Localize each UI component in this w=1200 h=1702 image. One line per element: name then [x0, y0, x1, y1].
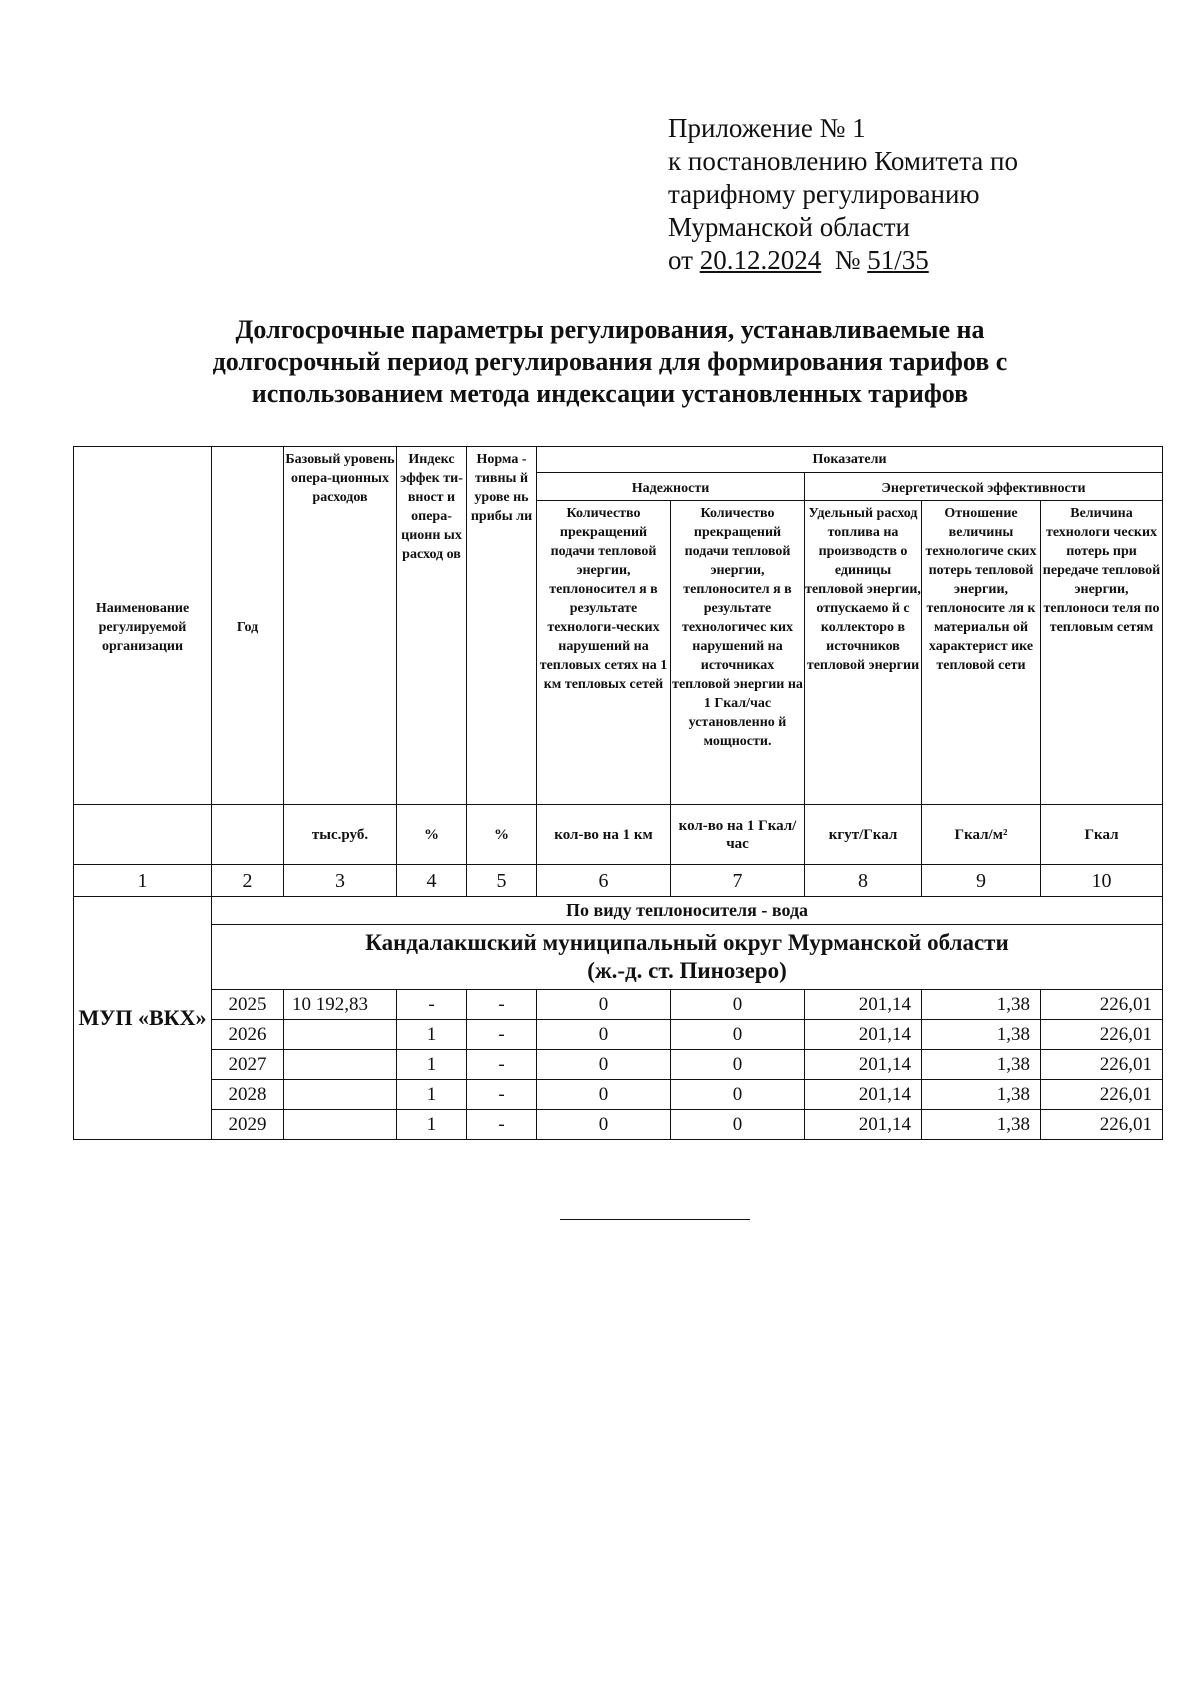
row-col-10: 226,01	[1041, 990, 1163, 1020]
row-norm: -	[467, 1050, 537, 1080]
column-numbers-row	[74, 865, 1163, 897]
column-number: 1	[74, 865, 212, 897]
district-line-2: (ж.-д. ст. Пинозеро)	[587, 958, 787, 983]
row-col-8: 201,14	[805, 1050, 922, 1080]
row-col-9: 1,38	[922, 1020, 1041, 1050]
header-org: Наименование регулируемой организации	[74, 447, 212, 805]
row-year: 2025	[212, 990, 284, 1020]
row-col-8: 201,14	[805, 1080, 922, 1110]
column-number: 6	[537, 865, 671, 897]
column-number: 10	[1041, 865, 1163, 897]
row-col-6: 0	[537, 1110, 671, 1140]
row-year: 2029	[212, 1110, 284, 1140]
header-year: Год	[212, 447, 284, 805]
table-row	[74, 1080, 1163, 1110]
row-col-7: 0	[671, 1050, 805, 1080]
row-col-9: 1,38	[922, 1110, 1041, 1140]
row-index: 1	[397, 1020, 467, 1050]
row-col-9: 1,38	[922, 1080, 1041, 1110]
unit-base: тыс.руб.	[284, 805, 397, 865]
unit-col-6: кол-во на 1 км	[537, 805, 671, 865]
column-number: 9	[922, 865, 1041, 897]
row-col-9: 1,38	[922, 990, 1041, 1020]
row-index: 1	[397, 1050, 467, 1080]
annex-date: 20.12.2024	[699, 245, 822, 275]
row-base-costs	[284, 1020, 397, 1050]
row-index: -	[397, 990, 467, 1020]
row-year: 2026	[212, 1020, 284, 1050]
column-number: 2	[212, 865, 284, 897]
row-col-10: 226,01	[1041, 1020, 1163, 1050]
coolant-section: По виду теплоносителя - вода	[212, 897, 1163, 925]
header-indicators: Показатели	[537, 447, 1163, 473]
row-col-8: 201,14	[805, 1020, 922, 1050]
row-col-10: 226,01	[1041, 1050, 1163, 1080]
row-base-costs	[284, 1080, 397, 1110]
unit-col-9: Гкал/м²	[922, 805, 1041, 865]
row-col-7: 0	[671, 1110, 805, 1140]
annex-from-label: от	[668, 245, 693, 275]
row-col-7: 0	[671, 990, 805, 1020]
row-col-6: 0	[537, 1080, 671, 1110]
unit-org-empty	[74, 805, 212, 865]
row-col-10: 226,01	[1041, 1110, 1163, 1140]
table-row	[74, 990, 1163, 1020]
header-energy-efficiency: Энергетической эффективности	[805, 473, 1163, 501]
row-base-costs: 10 192,83	[284, 990, 397, 1020]
header-col-6: Количество прекращений подачи тепловой энергии, теплоносител я в результате технологи-ческих нарушений на тепловых сетях на 1 км тепловых сетей	[537, 501, 671, 805]
unit-year-empty	[212, 805, 284, 865]
district-line-1: Кандалакшский муниципальный округ Мурманской области	[365, 930, 1009, 955]
annex-date-line	[668, 244, 1138, 277]
unit-col-10: Гкал	[1041, 805, 1163, 865]
row-col-6: 0	[537, 1020, 671, 1050]
row-base-costs	[284, 1050, 397, 1080]
header-col-8: Удельный расход топлива на производств о единицы тепловой энергии, отпускаемо й с коллекторо в источников тепловой энергии	[805, 501, 922, 805]
district-name	[212, 925, 1163, 990]
row-year: 2028	[212, 1080, 284, 1110]
unit-index: %	[397, 805, 467, 865]
annex-number: 51/35	[867, 245, 929, 275]
header-reliability: Надежности	[537, 473, 805, 501]
unit-col-8: кгут/Гкал	[805, 805, 922, 865]
header-profit-norm: Норма - тивны й урове нь прибы ли	[467, 447, 537, 805]
header-col-7: Количество прекращений подачи тепловой энергии, теплоносител я в результате технологичес ких нарушений на источниках тепловой энергии на 1 Гкал/час установленно й мощности.	[671, 501, 805, 805]
row-norm: -	[467, 1020, 537, 1050]
row-index: 1	[397, 1080, 467, 1110]
row-year: 2027	[212, 1050, 284, 1080]
end-divider	[560, 1219, 750, 1220]
row-col-8: 201,14	[805, 1110, 922, 1140]
annex-line-2: к постановлению Комитета по	[668, 146, 1018, 176]
table-row	[74, 1110, 1163, 1140]
row-col-7: 0	[671, 1020, 805, 1050]
row-col-9: 1,38	[922, 1050, 1041, 1080]
parameters-table	[73, 446, 1163, 1140]
document-title: Долгосрочные параметры регулирования, устанавливаемые на долгосрочный период регулирования для формирования тарифов с использованием метода индексации установленных тарифов	[212, 315, 1008, 408]
row-norm: -	[467, 1110, 537, 1140]
header-col-10: Величина технологи ческих потерь при передаче тепловой энергии, теплоноси теля по тепловым сетям	[1041, 501, 1163, 805]
organization-name: МУП «ВКХ»	[74, 897, 212, 1140]
annex-number-label: №	[834, 245, 861, 275]
row-norm: -	[467, 990, 537, 1020]
column-number: 8	[805, 865, 922, 897]
header-base-costs: Базовый уровень опера-ционных расходов	[284, 447, 397, 805]
row-col-6: 0	[537, 990, 671, 1020]
row-col-6: 0	[537, 1050, 671, 1080]
column-number: 4	[397, 865, 467, 897]
table-row	[74, 1020, 1163, 1050]
row-col-7: 0	[671, 1080, 805, 1110]
table-row	[74, 1050, 1163, 1080]
unit-norm: %	[467, 805, 537, 865]
header-col-9: Отношение величины технологиче ских потерь тепловой энергии, теплоносите ля к материальн ой характерист ике тепловой сети	[922, 501, 1041, 805]
header-efficiency-index: Индекс эффек ти-вност и опера-ционн ых расход ов	[397, 447, 467, 805]
row-norm: -	[467, 1080, 537, 1110]
column-number: 7	[671, 865, 805, 897]
annex-line-1: Приложение № 1	[668, 113, 866, 143]
row-base-costs	[284, 1110, 397, 1140]
annex-header	[668, 112, 1138, 277]
row-col-8: 201,14	[805, 990, 922, 1020]
row-col-10: 226,01	[1041, 1080, 1163, 1110]
column-number: 3	[284, 865, 397, 897]
unit-col-7: кол-во на 1 Гкал/час	[671, 805, 805, 865]
annex-line-4: Мурманской области	[668, 212, 910, 242]
row-index: 1	[397, 1110, 467, 1140]
annex-line-3: тарифному регулированию	[668, 179, 980, 209]
column-number: 5	[467, 865, 537, 897]
